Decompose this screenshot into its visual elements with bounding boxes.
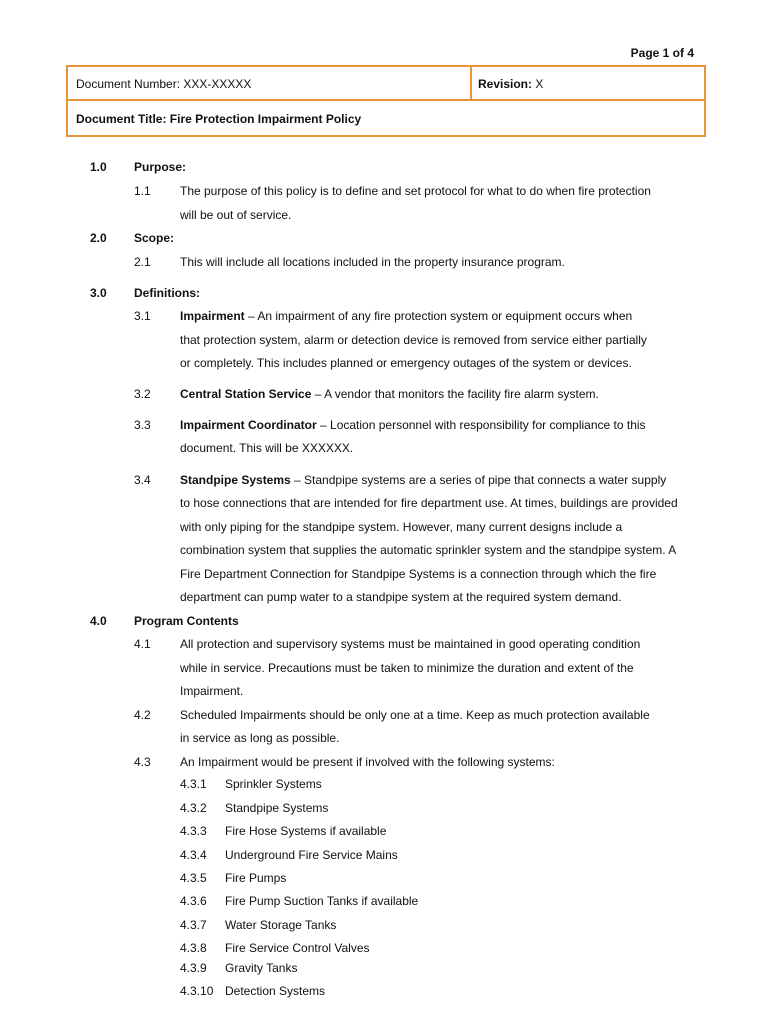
clause-text: This will include all locations included in the property insurance program. [180,255,565,269]
definition-term: Standpipe Systems [180,473,291,487]
section-number: 2.0 [90,231,107,245]
definition-line [180,418,646,432]
clause-text: All protection and supervisory systems must be maintained in good operating condition [180,637,641,651]
list-item-number: 4.3.1 [180,777,207,791]
definition-term: Central Station Service [180,387,312,401]
list-item: Sprinkler Systems [225,777,322,791]
section-title-scope: Scope: [134,231,175,245]
page-number: Page 1 of 4 [630,46,694,60]
section-number: 1.0 [90,160,107,174]
document-title-label: Document Title: [76,112,167,126]
list-item-number: 4.3.5 [180,871,207,885]
definition-text: with only piping for the standpipe system. However, many current designs include a [180,520,623,534]
document-number-value: XXX-XXXXX [183,77,252,91]
list-item: Underground Fire Service Mains [225,848,398,862]
list-item: Fire Pumps [225,871,287,885]
clause-text: An Impairment would be present if involved with the following systems: [180,755,555,769]
list-item-number: 4.3.10 [180,984,214,998]
clause-number: 1.1 [134,184,151,198]
section-number: 3.0 [90,286,107,300]
definition-line [180,309,632,323]
clause-text: Scheduled Impairments should be only one at a time. Keep as much protection available [180,708,650,722]
list-item: Fire Hose Systems if available [225,824,387,838]
clause-number: 4.1 [134,637,151,651]
definition-term: Impairment Coordinator [180,418,317,432]
section-title-purpose: Purpose: [134,160,187,174]
definition-text: – An impairment of any fire protection system or equipment occurs when [244,309,633,323]
list-item: Detection Systems [225,984,326,998]
definition-text: – Location personnel with responsibility for compliance to this [316,418,646,432]
definition-term: Impairment [180,309,245,323]
definition-line [180,387,599,401]
document-title-value: Fire Protection Impairment Policy [169,112,362,126]
clause-text: in service as long as possible. [180,731,340,745]
definition-text: combination system that supplies the automatic sprinkler system and the standpipe system. A [180,543,677,557]
clause-number: 3.3 [134,418,151,432]
list-item-number: 4.3.7 [180,918,207,932]
clause-text: Impairment. [180,684,244,698]
list-item-number: 4.3.2 [180,801,207,815]
section-title-definitions: Definitions: [134,286,200,300]
definition-text: that protection system, alarm or detection device is removed from service either partially [180,333,647,347]
definition-text: – Standpipe systems are a series of pipe that connects a water supply [290,473,667,487]
clause-number: 3.2 [134,387,151,401]
list-item: Fire Service Control Valves [225,941,370,955]
list-item-number: 4.3.8 [180,941,207,955]
definition-text: – A vendor that monitors the facility fire alarm system. [311,387,599,401]
list-item: Standpipe Systems [225,801,329,815]
definition-text: or completely. This includes planned or emergency outages of the system or devices. [180,356,632,370]
clause-number: 3.4 [134,473,151,487]
list-item: Water Storage Tanks [225,918,337,932]
definition-text: document. This will be XXXXXX. [180,441,354,455]
clause-number: 3.1 [134,309,151,323]
definition-text: department can pump water to a standpipe system at the required system demand. [180,590,622,604]
document-number-label: Document Number: [76,77,181,91]
list-item-number: 4.3.9 [180,961,207,975]
clause-number: 2.1 [134,255,151,269]
section-title-program-contents: Program Contents [134,614,239,628]
revision-value: X [535,77,544,91]
list-item-number: 4.3.6 [180,894,207,908]
section-number: 4.0 [90,614,107,628]
definition-text: Fire Department Connection for Standpipe Systems is a connection through which the fire [180,567,657,581]
list-item-number: 4.3.4 [180,848,207,862]
definition-text: to hose connections that are intended for fire department use. At times, buildings are provided [180,496,678,510]
clause-number: 4.3 [134,755,151,769]
list-item-number: 4.3.3 [180,824,207,838]
revision-label: Revision: [478,77,533,91]
clause-text: will be out of service. [180,208,292,222]
definition-line [180,473,666,487]
list-item: Gravity Tanks [225,961,298,975]
clause-text: while in service. Precautions must be taken to minimize the duration and extent of the [180,661,634,675]
clause-number: 4.2 [134,708,151,722]
clause-text: The purpose of this policy is to define and set protocol for what to do when fire protection [180,184,651,198]
list-item: Fire Pump Suction Tanks if available [225,894,419,908]
